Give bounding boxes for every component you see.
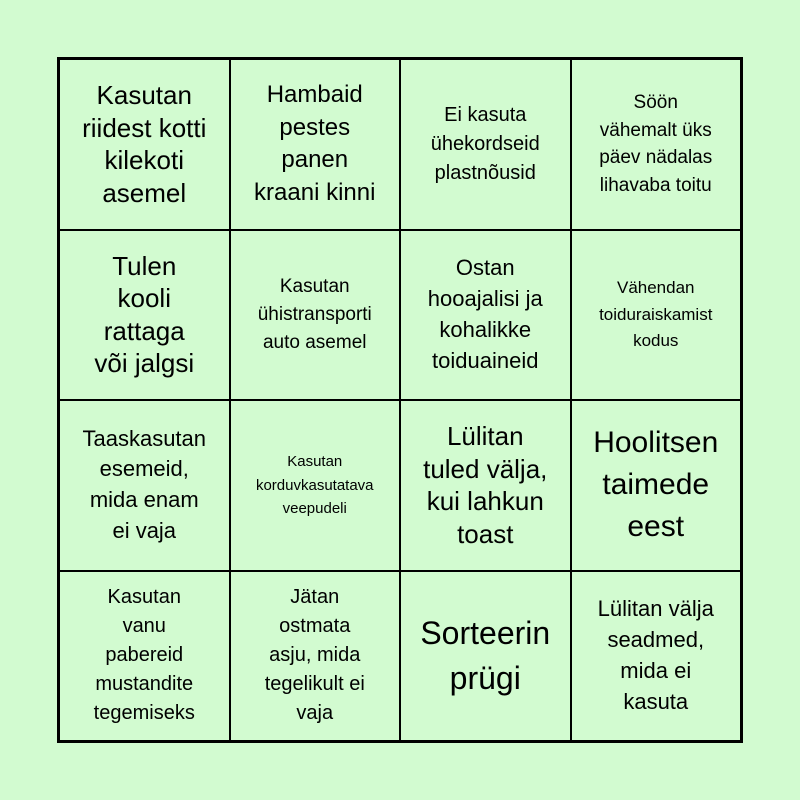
bingo-cell-text: Kasutan ühistransporti auto asemel (257, 276, 372, 353)
bingo-cell-13[interactable] (59, 571, 230, 742)
bingo-cell-text: Hoolitsen taimede eest (593, 426, 719, 544)
bingo-cell-15[interactable] (400, 571, 571, 742)
bingo-cell-text: Söön vähemalt üks päev nädalas lihavaba toitu (599, 92, 713, 196)
bingo-cell-text: Lülitan välja seadmed, mida ei kasuta (597, 596, 714, 714)
bingo-cell-3[interactable] (400, 59, 571, 230)
bingo-cell-5[interactable] (59, 230, 230, 401)
bingo-cell-14[interactable] (230, 571, 401, 742)
bingo-cell-9[interactable] (59, 400, 230, 571)
bingo-cell-text: Ei kasuta ühekordseid plastnõusid (430, 103, 540, 184)
bingo-cell-text: Sorteerin prügi (420, 614, 551, 696)
bingo-cell-text: Taaskasutan esemeid, mida enam ei vaja (82, 425, 207, 544)
bingo-cell-text: Vähendan toiduraiskamist kodus (599, 278, 713, 350)
bingo-cell-1[interactable] (59, 59, 230, 230)
bingo-cell-text: Hambaid pestes panen kraani kinni (254, 81, 376, 206)
bingo-cell-12[interactable] (571, 400, 742, 571)
bingo-board (57, 57, 743, 743)
bingo-cell-text: Kasutan vanu pabereid mustandite tegemiseks (93, 586, 195, 725)
bingo-cell-text: Ostan hooajalisi ja kohalikke toiduaineid (427, 255, 543, 373)
bingo-cell-11[interactable] (400, 400, 571, 571)
bingo-cell-16[interactable] (571, 571, 742, 742)
bingo-cell-10[interactable] (230, 400, 401, 571)
bingo-cell-text: Kasutan korduvkasutatava veepudeli (255, 453, 374, 517)
bingo-cell-text: Tulen kooli rattaga või jalgsi (94, 250, 195, 379)
bingo-cell-7[interactable] (400, 230, 571, 401)
bingo-cell-8[interactable] (571, 230, 742, 401)
bingo-cell-2[interactable] (230, 59, 401, 230)
bingo-cell-4[interactable] (571, 59, 742, 230)
bingo-cell-text: Jätan ostmata asju, mida tegelikult ei vaja (264, 586, 365, 725)
bingo-cell-text: Lülitan tuled välja, kui lahkun toast (423, 421, 548, 549)
bingo-cell-text: Kasutan riidest kotti kilekoti asemel (82, 80, 207, 208)
bingo-cell-6[interactable] (230, 230, 401, 401)
